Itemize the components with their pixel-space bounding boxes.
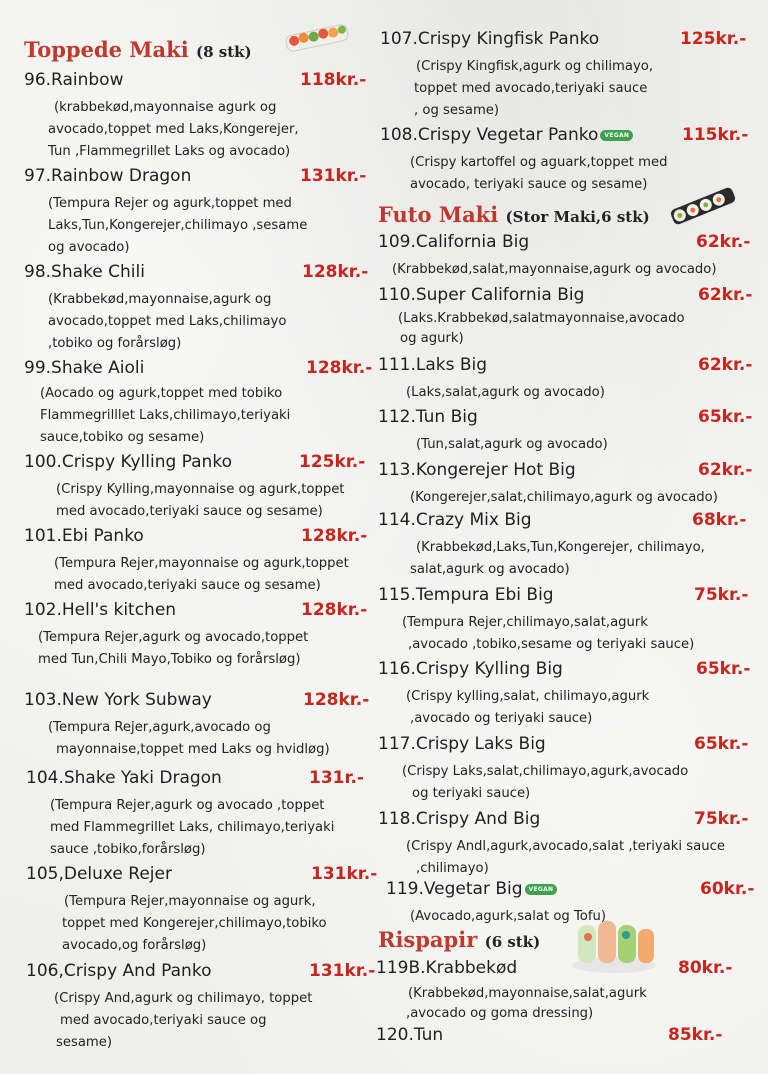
section-title-rispapir: Rispapir (6 stk) bbox=[378, 927, 541, 952]
item-desc: med avocado,teriyaki sauce og sesame) bbox=[56, 504, 323, 519]
item-price: 65kr.- bbox=[698, 407, 753, 427]
item-name: 118.Crispy And Big bbox=[378, 809, 541, 829]
item-desc: (Kongerejer,salat,chilimayo,agurk og avocado) bbox=[410, 490, 718, 505]
item-price: 128kr.- bbox=[306, 358, 373, 378]
item-name: 107.Crispy Kingfisk Panko bbox=[380, 29, 600, 49]
item-desc: med avocado,teriyaki sauce og bbox=[60, 1013, 267, 1028]
item-desc: (Tempura Rejer og agurk,toppet med bbox=[48, 196, 292, 211]
item-name: 102.Hell's kitchen bbox=[24, 600, 177, 620]
item-desc: (Krabbekød,mayonnaise,agurk og bbox=[48, 292, 272, 307]
item-price: 131kr.- bbox=[300, 166, 367, 186]
item-desc: (Tempura Rejer,mayonnaise og agurk,toppet bbox=[54, 556, 349, 571]
item-price: 131r.- bbox=[309, 768, 364, 788]
item-desc: (Tempura Rejer,agurk og avocado,toppet bbox=[38, 630, 309, 645]
item-name: 117.Crispy Laks Big bbox=[378, 734, 546, 754]
item-desc: og agurk) bbox=[400, 331, 464, 346]
item-name: 119.Vegetar Big VEGAN bbox=[386, 879, 557, 899]
item-desc: avocado,toppet med Laks,chilimayo bbox=[48, 314, 287, 329]
section-subtitle: (Stor Maki,6 stk) bbox=[505, 208, 650, 226]
item-desc: med avocado,teriyaki sauce og sesame) bbox=[54, 578, 321, 593]
section-title-toppede-maki: Toppede Maki (8 stk) bbox=[24, 37, 252, 62]
item-desc: Laks,Tun,Kongerejer,chilimayo ,sesame bbox=[48, 218, 308, 233]
section-subtitle: (6 stk) bbox=[484, 933, 541, 951]
item-price: 65kr.- bbox=[696, 659, 751, 679]
item-name: 108.Crispy Vegetar Panko VEGAN bbox=[380, 125, 633, 145]
item-desc: (Crispy kartoffel og aguark,toppet med bbox=[410, 155, 668, 170]
item-desc: (Krabbekød,salat,mayonnaise,agurk og avocado) bbox=[392, 262, 717, 277]
item-desc: (Krabbekød,mayonnaise,salat,agurk bbox=[408, 986, 647, 1001]
item-desc: salat,agurk og avocado) bbox=[410, 562, 570, 577]
item-desc: sauce ,tobiko,forårsløg) bbox=[50, 842, 206, 857]
item-name: 113.Kongerejer Hot Big bbox=[378, 460, 576, 480]
item-price: 131kr.- bbox=[311, 864, 378, 884]
item-name: 97.Rainbow Dragon bbox=[24, 166, 192, 186]
item-name: 103.New York Subway bbox=[24, 690, 212, 710]
item-desc: (Tempura Rejer,mayonnaise og agurk, bbox=[64, 894, 316, 909]
item-desc: toppet med avocado,teriyaki sauce bbox=[414, 81, 648, 96]
item-price: 131kr.- bbox=[309, 961, 376, 981]
item-price: 85kr.- bbox=[668, 1025, 723, 1045]
item-desc: sesame) bbox=[56, 1035, 113, 1050]
item-desc: ,avocado og goma dressing) bbox=[406, 1006, 594, 1021]
item-name: 112.Tun Big bbox=[378, 407, 478, 427]
item-desc: ,avocado og teriyaki sauce) bbox=[410, 711, 593, 726]
item-desc: (Crispy Andl,agurk,avocado,salat ,teriyaki sauce bbox=[406, 839, 725, 854]
item-price: 128kr.- bbox=[301, 600, 368, 620]
item-price: 62kr.- bbox=[698, 285, 753, 305]
item-price: 125kr.- bbox=[299, 452, 366, 472]
item-desc: (Laks,salat,agurk og avocado) bbox=[406, 385, 605, 400]
item-desc: Tun ,Flammegrillet Laks og avocado) bbox=[48, 144, 291, 159]
item-desc: (Tun,salat,agurk og avocado) bbox=[416, 437, 608, 452]
item-desc: (Crispy Laks,salat,chilimayo,agurk,avocado bbox=[402, 764, 689, 779]
item-price: 75kr.- bbox=[694, 809, 749, 829]
item-desc: (Krabbekød,Laks,Tun,Kongerejer, chilimayo, bbox=[416, 540, 705, 555]
item-desc: (Crispy Kingfisk,agurk og chilimayo, bbox=[416, 59, 654, 74]
item-price: 128kr.- bbox=[301, 526, 368, 546]
item-desc: mayonnaise,toppet med Laks og hvidløg) bbox=[56, 742, 330, 757]
item-price: 128kr.- bbox=[303, 690, 370, 710]
item-name: 111.Laks Big bbox=[378, 355, 488, 375]
item-desc: Flammegrilllet Laks,chilimayo,teriyaki bbox=[40, 408, 291, 423]
item-desc: ,avocado ,tobiko,sesame og teriyaki sauce) bbox=[408, 637, 695, 652]
item-name: 99.Shake Aioli bbox=[24, 358, 145, 378]
item-desc: toppet med Kongerejer,chilimayo,tobiko bbox=[62, 916, 327, 931]
item-desc: (Tempura Rejer,agurk,avocado og bbox=[48, 720, 271, 735]
item-price: 125kr.- bbox=[680, 29, 747, 49]
section-subtitle: (8 stk) bbox=[196, 43, 252, 61]
item-desc: , og sesame) bbox=[414, 103, 500, 118]
item-name: 116.Crispy Kylling Big bbox=[378, 659, 563, 679]
item-desc: (Tempura Rejer,agurk og avocado ,toppet bbox=[50, 798, 325, 813]
item-desc: (Laks.Krabbekød,salatmayonnaise,avocado bbox=[398, 311, 685, 326]
item-desc: sauce,tobiko og sesame) bbox=[40, 430, 205, 445]
item-price: 75kr.- bbox=[694, 585, 749, 605]
item-desc: avocado, teriyaki sauce og sesame) bbox=[410, 177, 648, 192]
item-desc: (Tempura Rejer,chilimayo,salat,agurk bbox=[402, 615, 648, 630]
item-desc: avocado,toppet med Laks,Kongerejer, bbox=[48, 122, 299, 137]
item-name: 106,Crispy And Panko bbox=[26, 961, 212, 981]
item-desc: (Avocado,agurk,salat og Tofu) bbox=[410, 909, 607, 924]
item-name: 114.Crazy Mix Big bbox=[378, 510, 532, 530]
item-name: 119B.Krabbekød bbox=[376, 958, 518, 978]
item-desc: med Flammegrillet Laks, chilimayo,teriyaki bbox=[50, 820, 335, 835]
item-price: 128kr.- bbox=[302, 262, 369, 282]
item-desc: (Crispy kylling,salat, chilimayo,agurk bbox=[406, 689, 650, 704]
item-name: 105,Deluxe Rejer bbox=[26, 864, 172, 884]
item-name: 115.Tempura Ebi Big bbox=[378, 585, 554, 605]
item-price: 115kr.- bbox=[682, 125, 749, 145]
vegan-badge: VEGAN bbox=[525, 884, 558, 895]
section-title-futo-maki: Futo Maki (Stor Maki,6 stk) bbox=[378, 202, 650, 227]
item-desc: (Aocado og agurk,toppet med tobiko bbox=[40, 386, 283, 401]
item-price: 60kr.- bbox=[700, 879, 755, 899]
item-name: 120.Tun bbox=[376, 1025, 444, 1045]
vegan-badge: VEGAN bbox=[600, 130, 633, 141]
item-price: 118kr.- bbox=[300, 70, 367, 90]
item-price: 65kr.- bbox=[694, 734, 749, 754]
item-desc: avocado,og forårsløg) bbox=[62, 938, 207, 953]
item-price: 80kr.- bbox=[678, 958, 733, 978]
item-desc: med Tun,Chili Mayo,Tobiko og forårsløg) bbox=[38, 652, 301, 667]
item-desc: og teriyaki sauce) bbox=[412, 786, 531, 801]
item-desc: (Crispy Kylling,mayonnaise og agurk,toppet bbox=[56, 482, 345, 497]
item-desc: ,tobiko og forårsløg) bbox=[48, 336, 182, 351]
maki-roll-image bbox=[282, 20, 352, 56]
item-name: 104.Shake Yaki Dragon bbox=[26, 768, 222, 788]
item-price: 68kr.- bbox=[692, 510, 747, 530]
futo-maki-image bbox=[666, 182, 740, 230]
item-desc: og avocado) bbox=[48, 240, 130, 255]
item-name: 109.California Big bbox=[378, 232, 530, 252]
item-desc: (Crispy And,agurk og chilimayo, toppet bbox=[54, 991, 313, 1006]
item-price: 62kr.- bbox=[698, 460, 753, 480]
item-name: 110.Super California Big bbox=[378, 285, 585, 305]
item-desc: (krabbekød,mayonnaise agurk og bbox=[54, 100, 277, 115]
item-name: 101.Ebi Panko bbox=[24, 526, 144, 546]
item-desc: ,chilimayo) bbox=[416, 861, 489, 876]
item-name: 98.Shake Chili bbox=[24, 262, 145, 282]
item-name: 100.Crispy Kylling Panko bbox=[24, 452, 232, 472]
item-price: 62kr.- bbox=[696, 232, 751, 252]
item-name: 96.Rainbow bbox=[24, 70, 124, 90]
item-price: 62kr.- bbox=[698, 355, 753, 375]
